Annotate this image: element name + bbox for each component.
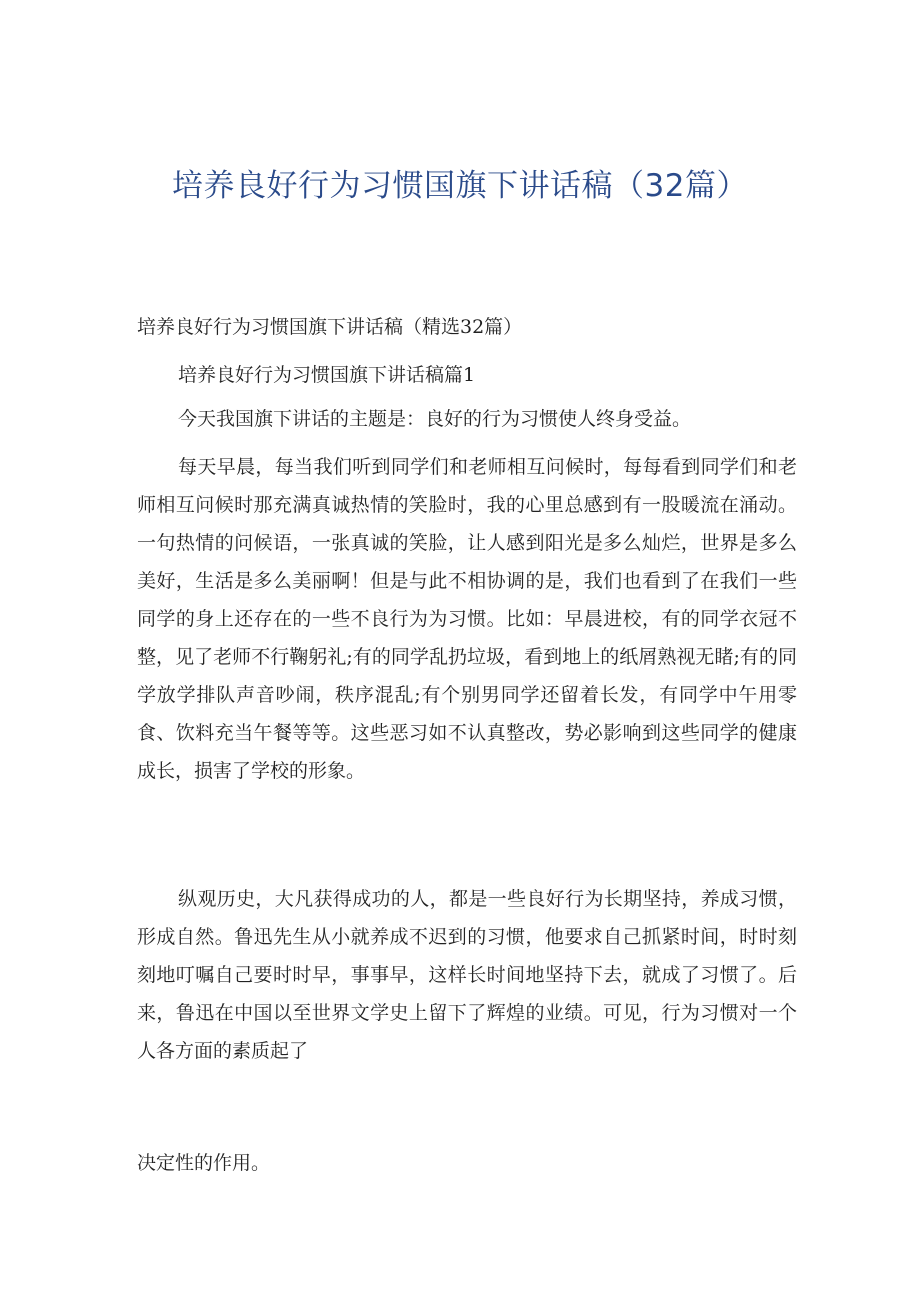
paragraph-continuation: 决定性的作用。 xyxy=(137,1152,271,1174)
document-title: 培养良好行为习惯国旗下讲话稿（32篇） xyxy=(172,168,748,204)
document-subtitle: 培养良好行为习惯国旗下讲话稿（精选32篇） xyxy=(137,316,523,338)
paragraph-topic: 今天我国旗下讲话的主题是：良好的行为习惯使人终身受益。 xyxy=(178,408,692,430)
section-heading: 培养良好行为习惯国旗下讲话稿篇1 xyxy=(178,364,476,386)
paragraph-history: 纵观历史，大凡获得成功的人，都是一些良好行为长期坚持，养成习惯，形成自然。鲁迅先生从小就养成不迟到的习惯，他要求自己抓紧时间，时时刻刻地叮嘱自己要时时早，事事早，这样长时间地坚持下去，就成了习惯了。后来，鲁迅在中国以至世界文学史上留下了辉煌的业绩。可见，行为习惯对一个人各方面的素质起了 xyxy=(137,888,797,1062)
paragraph-morning-greetings: 每天早晨，每当我们听到同学们和老师相互问候时，每每看到同学们和老师相互问候时那充满真诚热情的笑脸时，我的心里总感到有一股暖流在涌动。一句热情的问候语，一张真诚的笑脸，让人感到阳光是多么灿烂，世界是多么美好，生活是多么美丽啊！但是与此不相协调的是，我们也看到了在我们一些同学的身上还存在的一些不良行为为习惯。比如：早晨进校，有的同学衣冠不整，见了老师不行鞠躬礼;有的同学乱扔垃圾，看到地上的纸屑熟视无睹;有的同学放学排队声音吵闹，秩序混乱;有个别男同学还留着长发，有同学中午用零食、饮料充当午餐等等。这些恶习如不认真整改，势必影响到这些同学的健康成长，损害了学校的形象。 xyxy=(137,456,797,782)
